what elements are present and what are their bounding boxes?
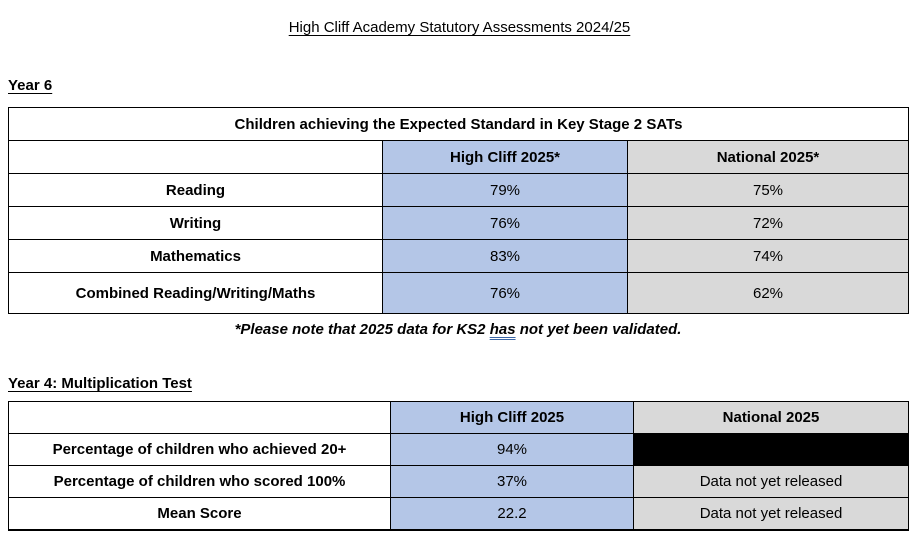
cell-value: 76%: [383, 207, 628, 240]
cell-value: 83%: [383, 240, 628, 273]
ks2-footnote: [8, 321, 908, 338]
cell-value: 72%: [628, 207, 909, 240]
redacted-cell: [634, 434, 909, 466]
row-label-reading: Reading: [9, 174, 383, 207]
table-row: [9, 434, 909, 466]
column-header-national: National 2025*: [628, 141, 909, 174]
corner-cell: [9, 402, 391, 434]
row-label-achieved-20plus: Percentage of children who achieved 20+: [9, 434, 391, 466]
cell-value: 62%: [628, 273, 909, 314]
row-label-mathematics: Mathematics: [9, 240, 383, 273]
cell-value: 76%: [383, 273, 628, 314]
table-row: [9, 240, 909, 273]
footnote-grammar-underlined-word: has: [489, 321, 516, 338]
column-header-row: [9, 141, 909, 174]
section-heading-year4: Year 4: Multiplication Test: [8, 375, 192, 392]
table-caption: Children achieving the Expected Standard in Key Stage 2 SATs: [9, 108, 909, 141]
table-row: [9, 174, 909, 207]
table-row: [9, 498, 909, 531]
row-label-scored-100: Percentage of children who scored 100%: [9, 466, 391, 498]
row-label-writing: Writing: [9, 207, 383, 240]
ks2-sats-table: [8, 107, 909, 314]
column-header-highcliff: High Cliff 2025: [391, 402, 634, 434]
footnote-suffix: not yet been validated.: [515, 321, 682, 338]
column-header-row: [9, 402, 909, 434]
table-row: [9, 466, 909, 498]
cell-value: 37%: [391, 466, 634, 498]
cell-value: 22.2: [391, 498, 634, 531]
table-row: [9, 207, 909, 240]
cell-value: Data not yet released: [634, 466, 909, 498]
row-label-mean-score: Mean Score: [9, 498, 391, 531]
section-heading-year6: Year 6: [8, 77, 53, 94]
corner-cell: [9, 141, 383, 174]
cell-value: 79%: [383, 174, 628, 207]
cell-value: 94%: [391, 434, 634, 466]
table-row: [9, 273, 909, 314]
table-caption-row: [9, 108, 909, 141]
cell-value: 75%: [628, 174, 909, 207]
column-header-national: National 2025: [634, 402, 909, 434]
footnote-prefix: *Please note that 2025 data for KS2: [234, 321, 490, 338]
page-title: High Cliff Academy Statutory Assessments 2024/25: [288, 19, 631, 36]
cell-value: Data not yet released: [634, 498, 909, 531]
column-header-highcliff: High Cliff 2025*: [383, 141, 628, 174]
row-label-combined: Combined Reading/Writing/Maths: [9, 273, 383, 314]
multiplication-test-table: [8, 401, 909, 531]
cell-value: 74%: [628, 240, 909, 273]
